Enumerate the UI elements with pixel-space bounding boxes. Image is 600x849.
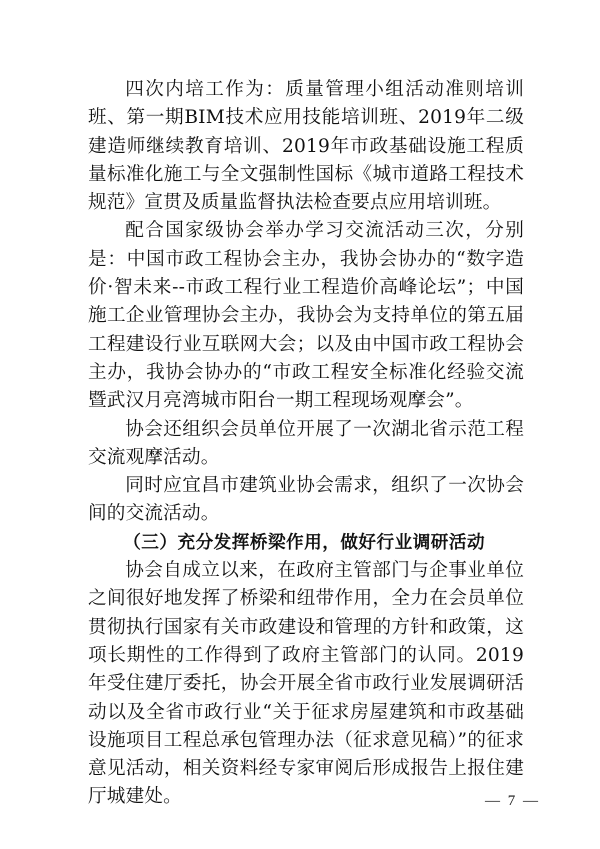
paragraph-bridge-role: 协会自成立以来，在政府主管部门与企事业单位之间很好地发挥了桥梁和纽带作用，全力在会员单位贯彻执行国家有关市政建设和管理的方针和政策，这项长期性的工作得到了政府主管部门的认同。2019年受住建厅委托，协会开展全省市政行业发展调研活动以及全省市政行业“关于征求房屋建筑和市政基础设施项目工程总承包管理办法（征求意见稿）”的征求意见活动，相关资料经专家审阅后形成报告上报住建厅城建处。	[88, 560, 524, 808]
paragraph-demonstration-project: 协会还组织会员单位开展了一次湖北省示范工程交流观摩活动。	[88, 418, 524, 468]
page-number: — 7 —	[485, 793, 540, 809]
paragraph-yichang-exchange: 同时应宜昌市建筑业协会需求，组织了一次协会间的交流活动。	[88, 475, 524, 525]
paragraph-exchange-activities: 配合国家级协会举办学习交流活动三次，分别是：中国市政工程协会主办，我协会协办的“数字造价·智未来--市政工程行业工程造价高峰论坛”；中国施工企业管理协会主办，我协会为支持单位的第五届工程建设行业互联网大会；以及由中国市政工程协会主办，我协会协办的“市政工程安全标准化经验交流暨武汉月亮湾城市阳台一期工程现场观摩会”。	[88, 220, 524, 412]
page-body	[88, 76, 524, 812]
section-heading: （三）充分发挥桥梁作用，做好行业调研活动	[123, 532, 486, 553]
paragraph-training: 四次内培工作为：质量管理小组活动准则培训班、第一期BIM技术应用技能培训班、2019年二级建造师继续教育培训、2019年市政基础设施工程质量标准化施工与全文强制性国标《城市道路工程技术规范》宣贯及质量监督执法检查要点应用培训班。	[88, 79, 524, 214]
